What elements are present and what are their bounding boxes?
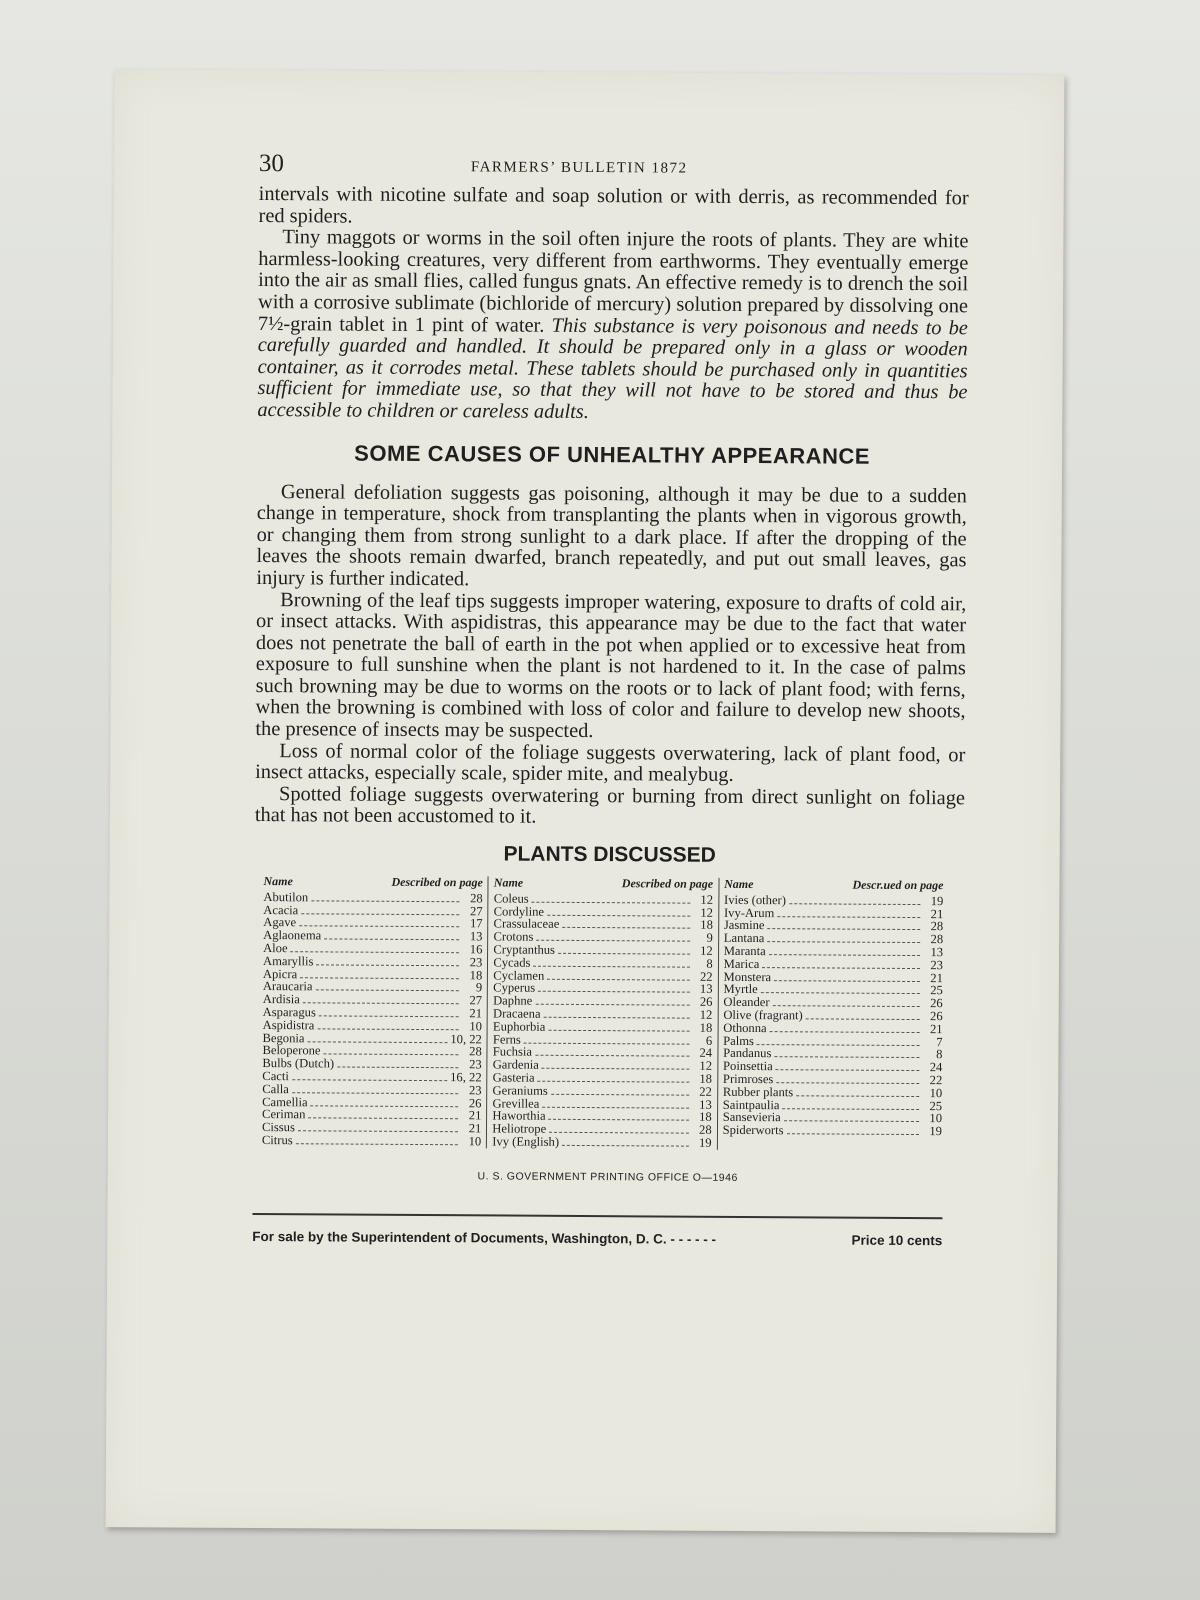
plant-page: 6 xyxy=(705,1033,713,1048)
plant-name: Daphne xyxy=(493,993,533,1008)
page-header: Described on page xyxy=(391,874,483,890)
plant-row xyxy=(492,1135,711,1149)
dot-leader xyxy=(298,1121,458,1132)
name-header: Name xyxy=(493,875,524,890)
dot-leader xyxy=(303,993,459,1004)
plant-name: Jasmine xyxy=(723,918,765,933)
plant-name: Ardisia xyxy=(262,992,300,1007)
plant-page: 18 xyxy=(699,1110,712,1125)
column-header xyxy=(263,875,482,889)
name-header: Name xyxy=(263,874,293,889)
plant-name: Sansevieria xyxy=(722,1110,781,1125)
dot-leader xyxy=(784,1112,919,1123)
plant-name: Ceriman xyxy=(262,1107,306,1122)
plant-page: 13 xyxy=(699,982,713,997)
page-header: Descr.ued on page xyxy=(852,877,944,893)
dot-leader xyxy=(774,971,920,982)
plant-page: 26 xyxy=(930,996,943,1011)
dot-leader xyxy=(337,1058,459,1069)
plant-name: Ivy-Arum xyxy=(723,905,775,920)
plant-page: 28 xyxy=(930,919,944,934)
dot-leader xyxy=(767,920,920,931)
plant-page: 13 xyxy=(699,1097,712,1112)
dot-leader xyxy=(533,957,689,968)
plant-name: Citrus xyxy=(261,1133,293,1148)
plant-page: 27 xyxy=(470,903,483,919)
dot-leader xyxy=(789,894,920,905)
plant-page: 10 xyxy=(929,1111,943,1126)
sale-line xyxy=(252,1229,942,1248)
dot-leader xyxy=(547,969,689,980)
plant-name: Geraniums xyxy=(492,1083,548,1098)
dot-leader xyxy=(542,1097,689,1108)
dot-leader xyxy=(300,968,459,979)
plant-name: Oleander xyxy=(723,995,770,1010)
plant-name: Poinsettia xyxy=(722,1059,773,1074)
plant-page: 28 xyxy=(930,932,944,947)
price-text: Price 10 cents xyxy=(851,1232,943,1248)
dot-leader xyxy=(562,918,690,929)
plant-name: Abutilon xyxy=(263,889,309,905)
column-header xyxy=(724,878,943,892)
dot-leader xyxy=(774,1048,919,1059)
plant-page: 10 xyxy=(929,1085,943,1100)
name-header: Name xyxy=(724,876,754,892)
dot-leader xyxy=(549,1110,689,1121)
plant-name: Monstera xyxy=(723,969,772,984)
plant-name: Coleus xyxy=(493,891,529,906)
dot-leader xyxy=(292,1070,447,1081)
plant-page: 28 xyxy=(699,1122,712,1137)
plant-name: Myrtle xyxy=(723,982,758,997)
plant-page: 25 xyxy=(930,983,943,998)
intro-remedy-text: Tiny maggots or worms in the soil often injure the roots of plants. They are white harmless-looking creatures, very different from earthworms. They eventually emerge into the air as small flies, called fungus gnats. An effective remedy is to drench the soil with a corrosive sublimate (bichloride of mercury) solution prepared by dissolving one 7½-grain tablet in 1 pint of water. xyxy=(257,226,969,337)
plant-page: 23 xyxy=(468,1083,482,1098)
plant-page: 23 xyxy=(469,1057,482,1072)
plant-page: 21 xyxy=(930,906,944,921)
plant-page: 18 xyxy=(699,1020,713,1035)
plant-page: 16 xyxy=(469,942,483,957)
dot-leader xyxy=(547,905,690,916)
plant-name: Ferns xyxy=(492,1032,521,1047)
dot-leader xyxy=(773,996,920,1007)
plant-name: Gardenia xyxy=(492,1057,539,1072)
plant-name: Maranta xyxy=(723,943,766,959)
section-paragraph: Browning of the leaf tips suggests improper watering, exposure to drafts of cold air, or insect attacks. With aspidistras, this appearance may be due to the fact that water does not penetrate the ball of earth in the pot when applied or to excessive heat from exposure to full sunshine when the plant is not hardened to it. In the case of palms such browning may be due to worms on the roots or to lack of plant food; with ferns, when the browning is combined with loss of color and failure to develop new shoots, the presence of insects may be suspected. xyxy=(255,588,967,743)
plant-name: Aspidistra xyxy=(262,1017,315,1033)
section-heading: SOME CAUSES OF UNHEALTHY APPEARANCE xyxy=(354,440,871,469)
plant-page: 25 xyxy=(929,1098,943,1113)
plant-page: 9 xyxy=(706,930,713,946)
plants-table xyxy=(257,875,949,1151)
plant-page: 23 xyxy=(469,955,483,970)
plant-name: Acacia xyxy=(263,902,299,917)
dot-leader xyxy=(311,1096,459,1107)
plant-name: Spiderworts xyxy=(722,1123,784,1138)
plant-name: Cyclamen xyxy=(493,968,545,983)
plants-column xyxy=(257,875,488,1148)
dot-leader xyxy=(319,1006,459,1017)
running-head xyxy=(259,150,969,188)
plant-name: Gasteria xyxy=(492,1070,535,1085)
plant-name: Cissus xyxy=(261,1120,295,1135)
plant-page: 12 xyxy=(700,943,713,958)
plant-name: Grevillea xyxy=(492,1096,540,1111)
dot-leader xyxy=(536,931,689,942)
plant-page: 12 xyxy=(699,1007,713,1022)
dot-leader xyxy=(769,945,920,956)
plant-name: Heliotrope xyxy=(492,1121,547,1136)
dot-leader xyxy=(317,1019,459,1030)
dot-leader xyxy=(532,893,690,904)
intro-paragraph-2 xyxy=(257,227,968,426)
plant-name: Apicra xyxy=(262,966,298,981)
plant-page: 26 xyxy=(468,1095,482,1110)
plant-page: 27 xyxy=(469,993,483,1008)
dot-leader xyxy=(551,1085,689,1096)
plant-name: Asparagus xyxy=(262,1005,316,1020)
plant-name: Calla xyxy=(262,1081,289,1096)
plant-page: 12 xyxy=(700,905,714,920)
dot-leader xyxy=(291,942,460,953)
sale-text: For sale by the Superintendent of Documents, Washington, D. C. - - - - - - xyxy=(252,1228,717,1247)
dot-leader xyxy=(324,1045,459,1056)
plant-name: Rubber plants xyxy=(722,1084,794,1100)
plant-name: Euphorbia xyxy=(492,1019,546,1034)
dot-leader xyxy=(548,1021,689,1032)
plant-name: Crotons xyxy=(493,929,534,944)
plant-name: Crassulaceae xyxy=(493,916,560,932)
plant-page: 26 xyxy=(699,994,713,1009)
dot-leader xyxy=(776,1073,919,1084)
section-paragraph: Loss of normal color of the foliage suggests overwatering, lack of plant food, or insect attacks, especially scale, spider mite, and mealybug. xyxy=(255,739,966,787)
plant-page: 9 xyxy=(475,980,483,995)
plant-name: Araucaria xyxy=(262,979,313,994)
poison-warning-text: This substance is very poisonous and needs to be carefully guarded and handled. It should be prepared only in a glass or wooden container, as it corrodes metal. These tablets should be purchased only in quantities sufficient for immediate use, so that they will not have to be stored and thus be accessible to children or careless adults. xyxy=(257,314,968,423)
plant-page: 23 xyxy=(930,957,944,973)
dot-leader xyxy=(535,995,689,1006)
dot-leader xyxy=(770,1022,920,1033)
plant-page: 26 xyxy=(930,1009,943,1024)
dot-leader xyxy=(782,1099,919,1110)
plant-name: Palms xyxy=(723,1033,755,1048)
plant-page: 19 xyxy=(929,1124,943,1139)
dot-leader xyxy=(311,891,460,902)
plant-page: 21 xyxy=(929,1021,943,1036)
plant-page: 10 xyxy=(468,1134,482,1149)
plant-name: Lantana xyxy=(723,931,765,946)
plant-page: 12 xyxy=(700,892,714,907)
plant-name: Aglaonema xyxy=(263,928,322,943)
plant-name: Cycads xyxy=(493,955,531,970)
plant-name: Ivies (other) xyxy=(724,892,787,908)
page-header: Described on page xyxy=(621,876,714,891)
plant-page: 28 xyxy=(469,1044,482,1059)
plant-page: 22 xyxy=(699,1084,712,1099)
dot-leader xyxy=(292,1083,459,1094)
footer-rule xyxy=(252,1213,942,1219)
dot-leader xyxy=(762,958,920,969)
dot-leader xyxy=(315,981,459,992)
plant-page: 24 xyxy=(699,1046,713,1061)
plant-name: Olive (fragrant) xyxy=(723,1007,803,1023)
plants-heading: PLANTS DISCUSSED xyxy=(503,842,716,867)
plant-name: Cryptanthus xyxy=(493,942,556,957)
plant-page: 19 xyxy=(698,1135,712,1150)
dot-leader xyxy=(549,1123,689,1134)
dot-leader xyxy=(761,983,920,994)
bulletin-title: FARMERS’ BULLETIN 1872 xyxy=(470,159,688,177)
plant-page: 10, 22 xyxy=(450,1031,482,1046)
plant-page: 18 xyxy=(700,918,713,933)
plant-name: Dracaena xyxy=(492,1006,541,1021)
plant-name: Haworthia xyxy=(492,1108,546,1124)
dot-leader xyxy=(524,1033,689,1044)
dot-leader xyxy=(757,1035,920,1046)
plant-page: 24 xyxy=(929,1060,943,1075)
plant-page: 19 xyxy=(930,893,944,909)
plant-page: 18 xyxy=(699,1071,713,1086)
plant-page: 13 xyxy=(469,929,483,944)
plant-page: 22 xyxy=(699,969,713,984)
plant-page: 7 xyxy=(936,1034,943,1049)
plants-column xyxy=(486,876,718,1149)
plant-name: Bulbs (Dutch) xyxy=(262,1056,335,1071)
plant-page: 16, 22 xyxy=(450,1070,482,1085)
dot-leader xyxy=(562,1136,689,1147)
dot-leader xyxy=(535,1046,689,1057)
dot-leader xyxy=(324,930,459,941)
plant-name: Marica xyxy=(723,956,760,971)
dot-leader xyxy=(806,1009,920,1020)
section-paragraph: General defoliation suggests gas poisoning, although it may be due to a sudden change in temperature, shock from transplanting the plants when in vigorous growth, or changing them from strong sunlight to a dark place. If after the dropping of the leaves the shoots remain dwarfed, branch repeatedly, and put out small leaves, gas injury is further indicated. xyxy=(256,480,967,591)
dot-leader xyxy=(316,955,459,966)
plant-page: 18 xyxy=(469,967,483,982)
printing-office-line: U. S. GOVERNMENT PRINTING OFFICE O—1946 xyxy=(477,1170,738,1184)
plant-page: 21 xyxy=(468,1108,482,1123)
plant-name: Fuchsia xyxy=(492,1044,533,1060)
plant-name: Ivy (English) xyxy=(492,1134,560,1149)
dot-leader xyxy=(299,917,460,928)
plant-page: 21 xyxy=(469,1006,483,1021)
plant-page: 22 xyxy=(929,1073,943,1088)
plant-name: Agave xyxy=(263,915,297,930)
bulletin-page xyxy=(106,69,1065,1533)
dot-leader xyxy=(308,1032,448,1043)
page-content xyxy=(252,150,969,1248)
plant-name: Cacti xyxy=(262,1069,289,1084)
plants-rows xyxy=(492,892,713,1149)
plant-name: Saintpaulia xyxy=(722,1097,780,1112)
plant-row xyxy=(262,1134,481,1148)
plant-page: 21 xyxy=(930,970,943,985)
dot-leader xyxy=(558,944,690,955)
dot-leader xyxy=(538,982,689,993)
dot-leader xyxy=(777,907,920,918)
plant-page: 10 xyxy=(469,1019,482,1034)
plant-page: 12 xyxy=(699,1058,713,1073)
plant-page: 8 xyxy=(936,1047,943,1062)
plants-rows xyxy=(723,894,944,1138)
plant-page: 8 xyxy=(706,956,713,971)
plant-name: Othonna xyxy=(723,1020,767,1035)
dot-leader xyxy=(544,1008,690,1019)
plant-name: Begonia xyxy=(262,1030,305,1045)
plant-page: 21 xyxy=(468,1121,482,1136)
intro-paragraph-1: intervals with nicotine sulfate and soap solution or with derris, as recommended for red spiders. xyxy=(258,182,969,228)
section-paragraph: Spotted foliage suggests overwatering or burning from direct sunlight on foliage that has not been accustomed to it. xyxy=(254,782,966,829)
dot-leader xyxy=(796,1086,919,1097)
plant-page: 28 xyxy=(470,891,483,906)
plant-name: Cyperus xyxy=(493,980,536,996)
plant-name: Primroses xyxy=(722,1071,774,1087)
dot-leader xyxy=(542,1059,689,1070)
plant-page: 13 xyxy=(930,945,944,960)
plant-name: Pandanus xyxy=(723,1046,772,1061)
plant-name: Amaryllis xyxy=(262,953,314,969)
dot-leader xyxy=(786,1124,919,1135)
plant-name: Cordyline xyxy=(493,904,545,919)
plant-name: Camellia xyxy=(262,1094,308,1109)
plant-name: Aloe xyxy=(263,941,288,956)
dot-leader xyxy=(767,932,920,943)
dot-leader xyxy=(301,904,459,915)
plant-row xyxy=(723,1124,942,1138)
column-header xyxy=(494,876,713,890)
dot-leader xyxy=(538,1072,689,1083)
dot-leader xyxy=(296,1134,459,1145)
plants-rows xyxy=(262,891,483,1148)
page-number: 30 xyxy=(258,149,284,178)
dot-leader xyxy=(308,1109,458,1120)
dot-leader xyxy=(776,1060,920,1071)
plants-column xyxy=(717,878,949,1151)
plant-name: Beloperone xyxy=(262,1043,321,1058)
plant-page: 17 xyxy=(469,916,483,931)
